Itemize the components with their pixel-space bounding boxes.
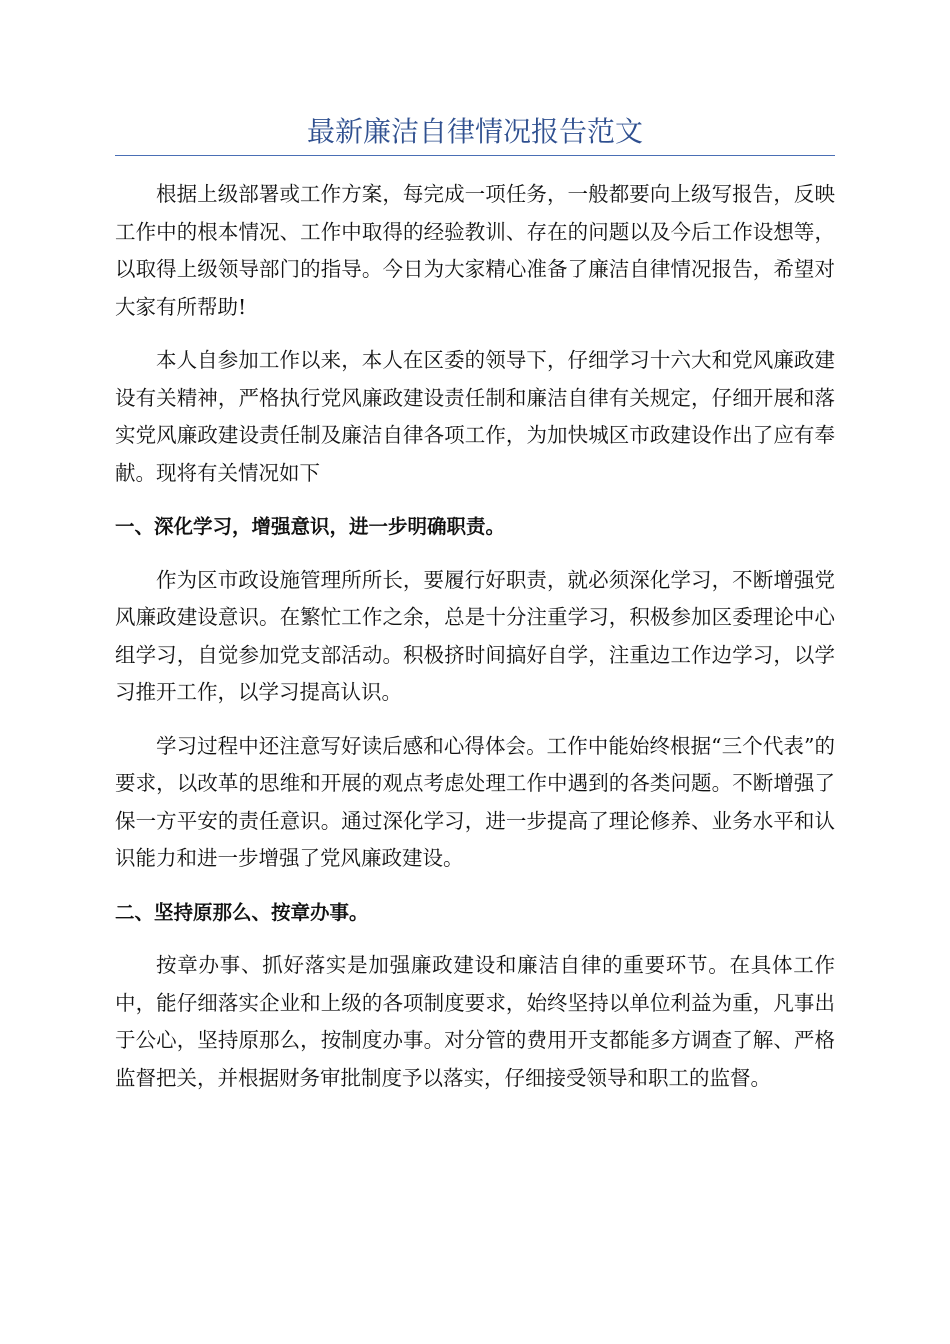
section-heading-1: 一、深化学习，增强意识，进一步明确职责。 (115, 515, 506, 538)
section-heading-2: 二、坚持原那么、按章办事。 (115, 900, 369, 924)
paragraph-overview: 本人自参加工作以来，本人在区委的领导下，仔细学习十六大和党风廉政建设有关精神，严格执行党风廉政建设责任制和廉洁自律有关规定，仔细开展和落实党风廉政建设责任制及廉洁自律各项工作，为加快城区市政建设作出了应有奉献。现将有关情况如下 (115, 348, 835, 485)
document-title: 最新廉洁自律情况报告范文 (306, 115, 643, 148)
paragraph-intro: 根据上级部署或工作方案，每完成一项任务，一般都要向上级写报告，反映工作中的根本情况、工作中取得的经验教训、存在的问题以及今后工作设想等，以取得上级领导部门的指导。今日为大家精心准备了廉洁自律情况报告，希望对大家有所帮助! (115, 182, 835, 319)
title-underline (115, 155, 835, 156)
paragraph-rules: 按章办事、抓好落实是加强廉政建设和廉洁自律的重要环节。在具体工作中，能仔细落实企业和上级的各项制度要求，始终坚持以单位利益为重，凡事出于公心，坚持原那么，按制度办事。对分管的费用开支都能多方调查了解、严格监督把关，并根据财务审批制度予以落实，仔细接受领导和职工的监督。 (115, 953, 835, 1090)
paragraph-study: 作为区市政设施管理所所长，要履行好职责，就必须深化学习，不断增强党风廉政建设意识。在繁忙工作之余，总是十分注重学习，积极参加区委理论中心组学习，自觉参加党支部活动。积极挤时间搞好自学，注重边工作边学习，以学习推开工作，以学习提高认识。 (115, 567, 835, 704)
document-body (115, 176, 835, 1113)
paragraph-reflection: 学习过程中还注意写好读后感和心得体会。工作中能始终根据“三个代表”的要求，以改革的思维和开展的观点考虑处理工作中遇到的各类问题。不断增强了保一方平安的责任意识。通过深化学习，进一步提高了理论修养、业务水平和认识能力和进一步增强了党风廉政建设。 (115, 733, 835, 870)
